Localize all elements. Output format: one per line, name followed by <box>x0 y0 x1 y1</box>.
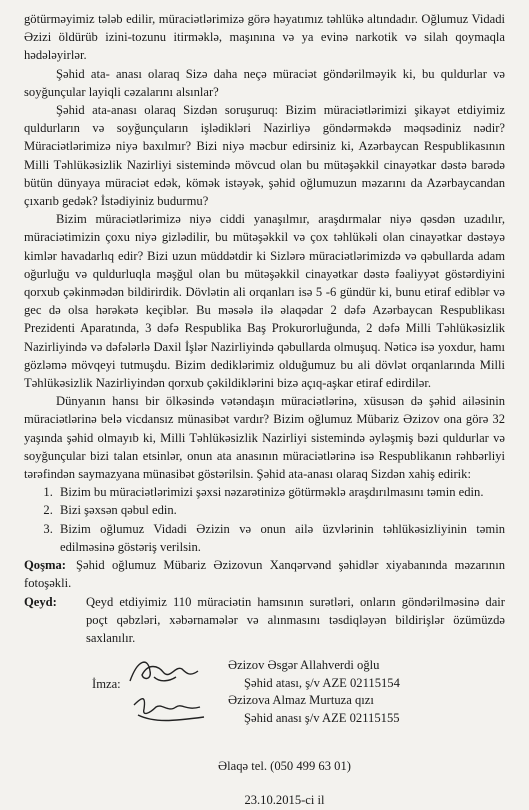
father-id: Şəhid atası, ş/v AZE 02115154 <box>244 675 400 690</box>
father-name: Əzizov Əsgər Allahverdi oğlu <box>228 658 380 673</box>
request-list <box>24 483 505 556</box>
attachment-text: Şəhid oğlumuz Mübariz Əzizovun Xanqərvənd şəhidlər xiyabanında məzarının fotoşəkli. <box>24 558 505 591</box>
contact-phone: Əlaqə tel. (050 499 63 01) <box>218 759 351 774</box>
signature-label: İmza: <box>92 677 121 692</box>
request-item: 1. Bizim bu müraciətlərimizi şəxsi nəzarətinizə götürməklə araşdırılmasını təmin edin. <box>56 483 505 501</box>
attachment-note <box>24 556 505 592</box>
remark-label: Qeyd: <box>24 594 57 609</box>
remark-text: Qeyd etdiyimiz 110 müraciətin hamsının surətləri, onların göndərilməsinə dair poçt qəbzləri, xəbərnamələr və alınmasını təsdiqləyən bildirişlər özümüzdə saxlanılır. <box>86 594 505 645</box>
mother-name: Əzizova Almaz Murtuza qızı <box>228 693 374 708</box>
attachment-label: Qoşma: <box>24 558 66 573</box>
paragraph-2: Şəhid ata- anası olaraq Sizə daha neçə müraciət göndərilməyik ki, bu quldurlar və soyğunçular layiqli cəzalarını alsınlar? <box>24 66 505 99</box>
remark-note <box>24 593 505 648</box>
request-item: 3. Bizim oğlumuz Vidadi Əzizin və onun ailə üzvlərinin təhlükəsizliyinin təmin edilməsinə göstəriş verilsin. <box>56 520 505 556</box>
signer-details <box>228 657 400 727</box>
paragraph-5: Dünyanın hansı bir ölkəsində vətəndaşın müraciətlərinə, xüsusən də şəhid ailəsinin müraciətlərinə belə vicdansız münasibət vardır? Bizim oğlumuz Mübariz Əzizov ona görə 32 yaşında şəhid olmayıb ki, Milli Təhlükəsizlik Nazirliyi sistemində əyləşmiş bəzi quldurlar və soyğunçular bizi talan etsinlər, onun ata anasının müraciətlərinə isə Respublikanın rəhbərliyi tərəfindən saymazyana münasibət göstərilsin. Şəhid ata-anası olaraq Sizdən xahiş edirik: <box>24 394 505 482</box>
handwritten-signatures <box>124 653 214 733</box>
mother-id: Şəhid anası ş/v AZE 02115155 <box>244 710 400 725</box>
paragraph-3: Şəhid ata-anası olaraq Sizdən soruşuruq: Bizim müraciətlərimizi şikayət etdiyimiz quldurların və soyğunçuların işlədikləri Nazirliyə göndərməkdə məqsədiniz nədir? Müraciətlərimizə niyə baxılmır? Bizi niyə məcbur edirsiniz ki, Azərbaycan Respublikasının Milli Təhlükəsizlik Nazirliyi sistemində mövcud olan bu mütəşəkkil cinayətkar dəstə barədə bütün dünyaya müraciət edək, kömək istəyək, şəhid oğlumuzun məzarını da Azərbaycandan çıxarıb gedək? İstədiyiniz budurmu? <box>24 103 505 209</box>
paragraph-4: Bizim müraciətlərimizə niyə ciddi yanaşılmır, araşdırmalar niyə qəsdən uzadılır, müraciətimizin çoxu niyə gizlədilir, bu mütəşəkkil və çox təhlükəli olan cinayətkar dəstəyə kimlər havadarlıq edir? Bizi uzun müddətdir ki Sizlərə müraciətlərimizdə və qəbullarda adam oğurluğu və quldurluqla məşğul olan bu mütəşəkkil cinayətkar dəstə fəaliyyət göstərdiyini qorxub çəkinmədən bildirirdik. Dövlətin ali orqanları isə 5 -6 gündür ki, bunu etiraf ediblər və gec də olsa hərəkətə keçiblər. Bu məsələ ilə əlaqədar 2 dəfə Azərbaycan Respublikası Prezidenti Aparatında, 3 dəfə Respublika Baş Prokurorluğunda, 2 dəfə Milli Təhlükəsizlik Nazirliyində və dəfələrlə Daxil İşlər Nazirliyində qəbullarda olmuşuq. Nəticə isə yoxdur, hamı gözləmə mövqeyi tutmuşdu. Bizim dediklərimiz olduğumuz bu ali dövlət orqanlarında Milli Təhlükəsizlik Nazirliyindən qorxub çəkildiklərini bizə açıq-aşkar etiraf edirdilər. <box>24 212 505 391</box>
paragraph-1: götürməyimiz tələb edilir, müraciətlərimizə görə həyatımız təhlükə altındadır. Oğlumuz Vidadi Əzizi öldürüb izini-tozunu itirməklə, maşınına və ya evinə narkotik və silah qoymaqla hədələyirlər. <box>24 12 505 63</box>
request-item: 2. Bizi şəxsən qəbul edin. <box>56 501 505 519</box>
signature-block <box>24 653 505 745</box>
letter-date: 23.10.2015-ci il <box>244 793 325 808</box>
